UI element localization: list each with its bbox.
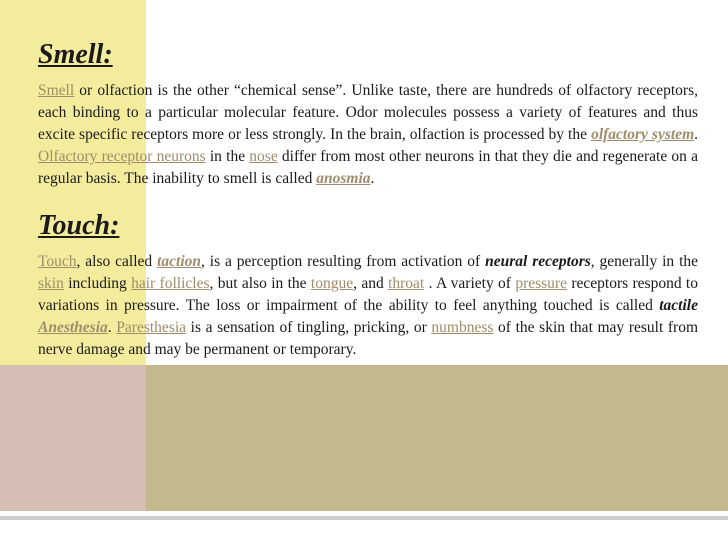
- text-run: , generally in the: [590, 253, 699, 270]
- text-run: , and: [353, 275, 389, 292]
- link-olfactory-system[interactable]: olfactory system: [591, 126, 695, 143]
- link-hair-follicles[interactable]: hair follicles: [131, 275, 210, 292]
- text-run: or olfaction is the other “chemical sense”. Unlike taste, there are hundreds of olfactory receptors, each binding to a particular molecular feature. Odor molecules possess a variety of features and thus excite specific receptors more or less strongly. In the brain, olfaction is processed by the: [38, 82, 698, 143]
- touch-section: [38, 209, 698, 361]
- smell-heading: Smell:: [38, 39, 113, 70]
- text-run: . A variety of: [424, 275, 516, 292]
- link-anesthesia[interactable]: Anesthesia: [38, 319, 108, 336]
- smell-paragraph: [38, 80, 698, 190]
- link-throat[interactable]: throat: [388, 275, 425, 292]
- text-run: .: [694, 126, 698, 143]
- link-nose[interactable]: nose: [249, 148, 278, 165]
- background-rose-block: [0, 365, 146, 511]
- slide-content: [38, 38, 698, 361]
- text-run: , also called: [76, 253, 158, 270]
- term-neural-receptors: neural receptors: [485, 253, 591, 270]
- link-numbness[interactable]: numbness: [431, 319, 494, 336]
- background-bottom-line: [0, 516, 728, 520]
- link-taction[interactable]: taction: [157, 253, 201, 270]
- link-smell[interactable]: Smell: [38, 82, 75, 99]
- link-pressure[interactable]: pressure: [515, 275, 567, 292]
- link-olfactory-receptor-neurons[interactable]: Olfactory receptor neurons: [38, 148, 206, 165]
- text-run: , is a perception resulting from activation of: [201, 253, 486, 270]
- text-run: .: [107, 319, 117, 336]
- link-paresthesia[interactable]: Paresthesia: [116, 319, 187, 336]
- text-run: of the skin that may result from nerve damage and may be permanent or temporary.: [38, 319, 699, 358]
- text-run: , but also in the: [209, 275, 311, 292]
- text-run: in the: [205, 148, 250, 165]
- link-tongue[interactable]: tongue: [310, 275, 354, 292]
- text-run: differ from most other neurons in that they die and regenerate on a regular basis. The inability to smell is called: [38, 148, 699, 187]
- text-run: receptors respond to variations in pressure. The loss or impairment of the ability to feel anything touched is called: [38, 275, 698, 314]
- background-olive-block: [146, 365, 728, 511]
- touch-paragraph: [38, 251, 698, 361]
- link-touch[interactable]: Touch: [38, 253, 77, 270]
- touch-heading: Touch:: [38, 210, 120, 241]
- link-skin[interactable]: skin: [38, 275, 64, 292]
- smell-section: [38, 38, 698, 190]
- text-run: is a sensation of tingling, pricking, or: [186, 319, 432, 336]
- term-tactile: tactile: [659, 297, 698, 314]
- text-run: including: [63, 275, 132, 292]
- text-run: .: [370, 170, 375, 187]
- link-anosmia[interactable]: anosmia: [316, 170, 371, 187]
